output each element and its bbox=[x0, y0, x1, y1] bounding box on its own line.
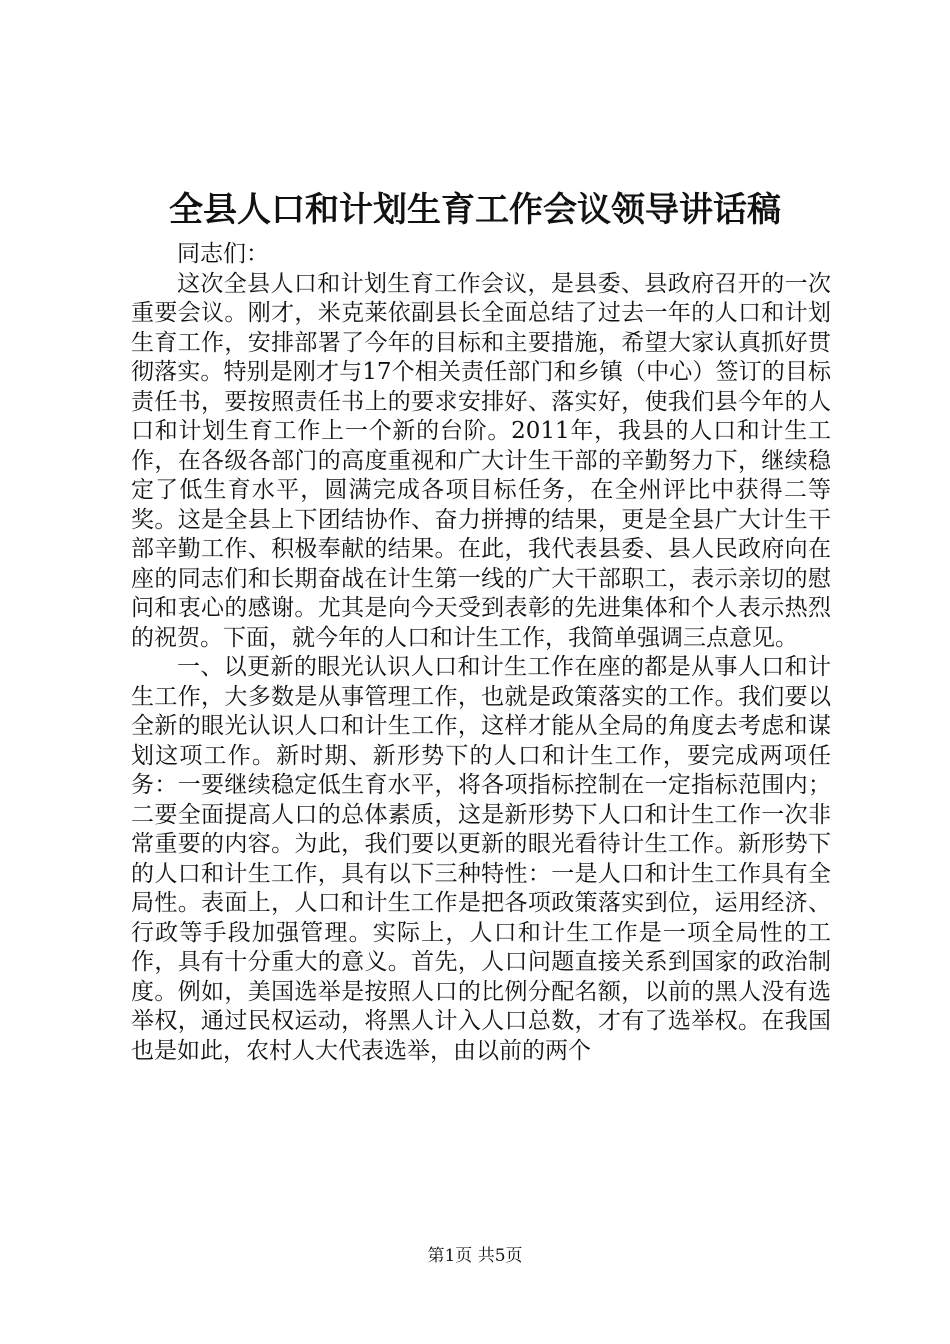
paragraph-section-one: 一、以更新的眼光认识人口和计生工作在座的都是从事人口和计生工作，大多数是从事管理工作，也就是政策落实的工作。我们要以全新的眼光认识人口和计生工作，这样才能从全局的角度去考虑和谋划这项工作。新时期、新形势下的人口和计生工作，要完成两项任务：一要继续稳定低生育水平，将各项指标控制在一定指标范围内；二要全面提高人口的总体素质，这是新形势下人口和计生工作一次非常重要的内容。为此，我们要以更新的眼光看待计生工作。新形势下的人口和计生工作，具有以下三种特性：一是人口和计生工作具有全局性。表面上，人口和计生工作是把各项政策落实到位，运用经济、行政等手段加强管理。实际上，人口和计生工作是一项全局性的工作，具有十分重大的意义。首先，人口问题直接关系到国家的政治制度。例如，美国选举是按照人口的比例分配名额，以前的黑人没有选举权，通过民权运动，将黑人计入人口总数，才有了选举权。在我国也是如此，农村人大代表选举，由以前的两个 bbox=[131, 654, 831, 1064]
salutation: 同志们： bbox=[177, 241, 269, 267]
document-body bbox=[131, 240, 831, 1066]
paragraph-intro: 这次全县人口和计划生育工作会议，是县委、县政府召开的一次重要会议。刚才，米克莱依副县长全面总结了过去一年的人口和计划生育工作，安排部署了今年的目标和主要措施，希望大家认真抓好贯彻落实。特别是刚才与17个相关责任部门和乡镇（中心）签订的目标责任书，要按照责任书上的要求安排好、落实好，使我们县今年的人口和计划生育工作上一个新的台阶。2011年，我县的人口和计生工作，在各级各部门的高度重视和广大计生干部的辛勤努力下，继续稳定了低生育水平，圆满完成各项目标任务，在全州评比中获得二等奖。这是全县上下团结协作、奋力拼搏的结果，更是全县广大计生干部辛勤工作、积极奉献的结果。在此，我代表县委、县人民政府向在座的同志们和长期奋战在计生第一线的广大干部职工，表示亲切的慰问和衷心的感谢。尤其是向今天受到表彰的先进集体和个人表示热烈的祝贺。下面，就今年的人口和计生工作，我简单强调三点意见。 bbox=[131, 270, 831, 651]
document-title: 全县人口和计划生育工作会议领导讲话稿 bbox=[169, 190, 781, 230]
page-number-footer: 第1页 共5页 bbox=[427, 1246, 523, 1266]
